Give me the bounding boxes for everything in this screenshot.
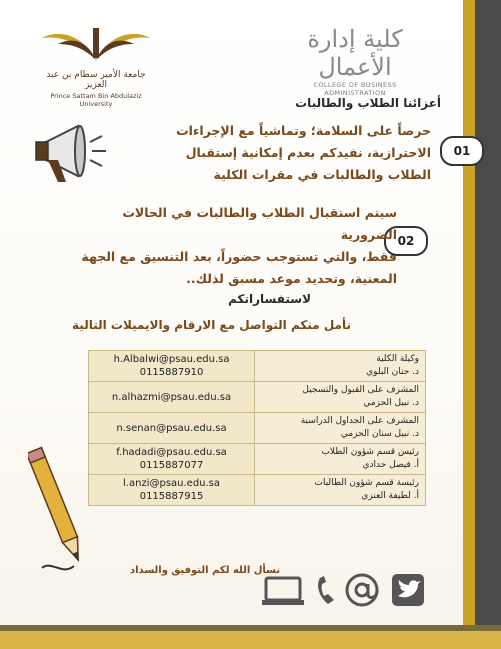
at-sign-icon xyxy=(347,575,377,605)
college-calligraphy: كلية إدارة الأعمال xyxy=(307,25,403,81)
closing-prayer: نسأل الله لكم التوفيق والسداد xyxy=(130,565,281,576)
contact-person: د. نبيل الحزمي xyxy=(363,398,419,408)
contact-title: رئيس قسم شؤون الطلاب xyxy=(321,447,419,457)
pencil-icon xyxy=(28,440,88,580)
university-name-ar: جامعة الأمير سطام بن عبد العزيز xyxy=(46,70,146,90)
contact-title: المشرف على القبول والتسجيل xyxy=(302,385,419,395)
contact-email[interactable]: h.Albalwi@psau.edu.sa xyxy=(113,354,230,365)
table-row xyxy=(89,444,426,475)
laptop-icon xyxy=(262,578,304,605)
table-row xyxy=(89,475,426,506)
college-logo xyxy=(300,25,410,97)
contacts-table xyxy=(88,350,426,506)
university-logo xyxy=(36,22,156,108)
college-name-en-line2: ADMINISTRATION xyxy=(324,89,386,97)
notice-2-text: سيتم استقبال الطلاب والطالبات في الحالات الضرورية فقط، والتي تستوجب حضوراً، بعد التنسيق مع الجهة المعنية، وتحديد موعد مسبق لذلك.. xyxy=(81,205,397,286)
bottom-decorative-band xyxy=(0,625,501,649)
contact-email[interactable]: n.senan@psau.edu.sa xyxy=(116,422,227,434)
contact-person: د. نبيل سنان الحزمي xyxy=(340,429,419,439)
notice-1-text: حرصاً على السلامة؛ وتماشياً مع الإجراءات الاحترازية، نفيدكم بعدم إمكانية إستقبال الطلاب والطالبات في مقرات الكلية xyxy=(176,123,431,182)
contact-email[interactable]: f.hadadi@psau.edu.sa xyxy=(116,447,227,458)
contact-phone[interactable]: 0115887915 xyxy=(139,491,204,502)
twitter-bird-icon xyxy=(392,574,424,606)
contact-person: أ. فيصل حدادي xyxy=(362,460,419,470)
contact-email[interactable]: l.anzi@psau.edu.sa xyxy=(123,478,221,489)
table-row xyxy=(89,351,426,382)
megaphone-icon xyxy=(28,120,118,190)
right-decorative-band xyxy=(463,0,501,649)
notice-number-2: 02 xyxy=(384,226,428,256)
phone-icon xyxy=(318,576,334,604)
contact-person: د. حنان البلوي xyxy=(366,367,419,377)
contact-intro: نأمل منكم التواصل مع الارقام والايميلات التالية xyxy=(72,318,351,332)
contact-phone[interactable]: 0115887910 xyxy=(139,367,204,378)
contact-phone[interactable]: 0115887077 xyxy=(139,460,204,471)
contact-title: رئيسة قسم شؤون الطالبات xyxy=(314,478,419,488)
table-row xyxy=(89,382,426,413)
notice-number-1: 01 xyxy=(440,136,484,166)
university-name-en: Prince Sattam Bin Abdulaziz University xyxy=(50,92,142,108)
university-emblem-icon xyxy=(36,22,156,62)
contact-title: وكيلة الكلية xyxy=(376,354,419,364)
inquiries-heading: لاستفساراتكم xyxy=(228,292,311,306)
table-row xyxy=(89,413,426,444)
contact-icons-row xyxy=(262,570,442,610)
contact-person: أ. لطيفة العنزي xyxy=(361,491,419,501)
college-name-en-line1: COLLEGE OF BUSINESS xyxy=(313,81,397,89)
greeting-heading: أعزائنا الطلاب والطالبات xyxy=(295,96,441,110)
contact-email[interactable]: n.alhazmi@psau.edu.sa xyxy=(111,391,232,403)
contact-title: المشرف على الجداول الدراسية xyxy=(300,416,419,426)
